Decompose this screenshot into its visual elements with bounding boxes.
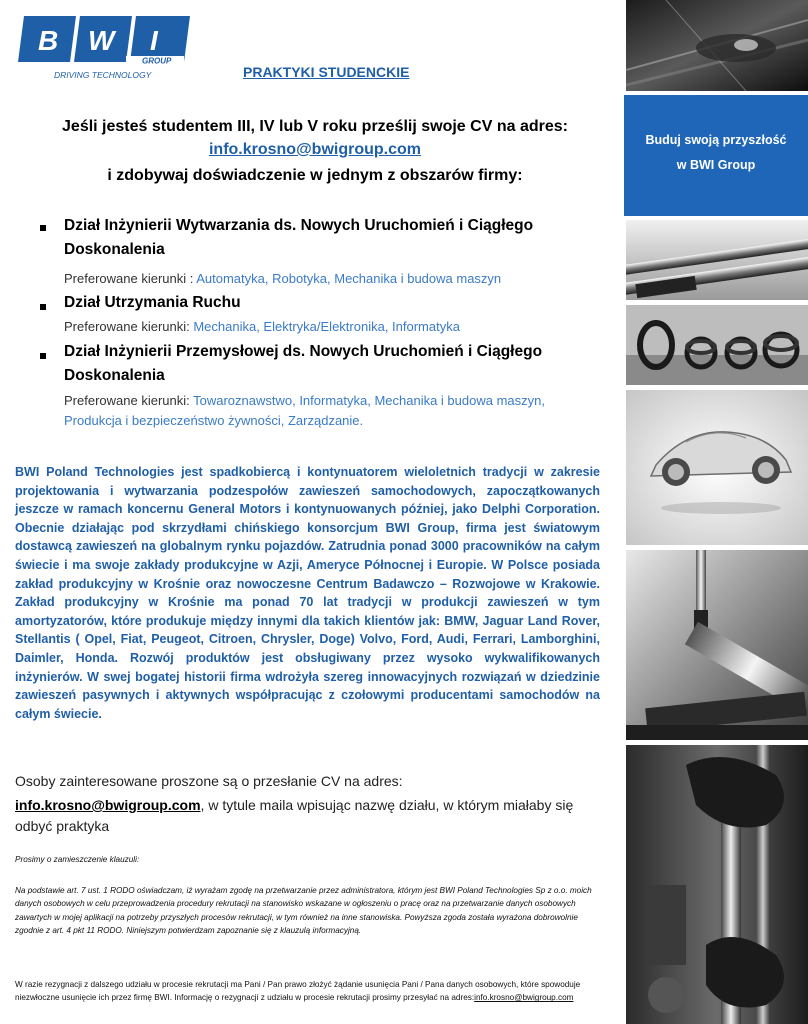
department-name: Dział Inżynierii Przemysłowej ds. Nowych Uruchomień i Ciągłego Doskonalenia (64, 343, 543, 384)
department-name: Dział Utrzymania Ruchu (64, 294, 241, 311)
clause-text: Na podstawie art. 7 ust. 1 RODO oświadczam, iż wyrażam zgodę na przetwarzanie przez administratora, którym jest BWI Poland Technologies Sp z o.o. moich danych osobowych w celu przeprowadzenia procedury rekrutacji na stanowisko wskazane w ogłoszeniu o pracę oraz na przetwarzanie danych osobowych zawartych w mojej aplikacji na potrzeby przyszłych procesów rekrutacji, w tym również na inne stanowiska. Powyższa zgoda została wyrażona dobrowolnie zgodnie z art. 4 pkt 11 RODO. Niniejszym potwierdzam zapoznanie się z klauzulą informacyjną. (15, 886, 592, 936)
department-preferences (64, 317, 584, 337)
car-motion-photo (626, 0, 808, 91)
preferences-directions: Mechanika, Elektryka/Elektronika, Informatyka (193, 319, 460, 334)
contact-line-2 (15, 795, 605, 837)
department-name: Dział Inżynierii Wytwarzania ds. Nowych Uruchomień i Ciągłego Doskonalenia (64, 217, 534, 258)
lead-line-1: Jeśli jesteś studentem III, IV lub V roku prześlij swoje CV na adres: (62, 118, 568, 135)
bullet-icon (40, 304, 46, 310)
slogan-line-1: Buduj swoją przyszłość (645, 133, 787, 147)
contact-line-1: Osoby zainteresowane proszone są o przesłanie CV na adres: (15, 773, 403, 789)
sidebar (622, 0, 808, 1024)
shock-absorbers-photo (626, 220, 808, 300)
slogan-line-2: w BWI Group (676, 158, 756, 172)
contact-email-link[interactable]: info.krosno@bwigroup.com (15, 797, 201, 813)
logo-letter-b: B (38, 25, 59, 56)
company-description: BWI Poland Technologies jest spadkobiercą i kontynuatorem wieloletnich tradycji w zakresie projektowania i wytwarzania podzespołów zawieszeń samochodowych, zapoczątkowanych jeszcze w ramach koncernu General Motors i kontynuowanych później, jako Delphi Corporation. Obecnie działając pod skrzydłami chińskiego konsorcjum BWI Group, firma jest światowym dostawcą zawieszeń na globalnym rynku pojazdów. Zatrudnia ponad 3000 pracowników na całym świecie i ma swoje zakłady produkcyjne w Azji, Ameryce Północnej i Europie. W Polsce posiada zakład produkcyjny w Krośnie oraz nowoczesne Centrum Badawczo – Rozwojowe w Krakowie. Zakład produkcyjny w Krośnie ma ponad 70 lat tradycji w produkcji zawieszeń w tym amortyzatorów, które produkuje między innymi dla takich klientów jak: BMW, Jaguar Land Rover, Stellantis ( Opel, Fiat, Peugeot, Citroen, Chrysler, Doge) Volvo, Ford, Audi, Ferrari, Lamborghini, Daimler, Honda. Rozwój produktów jest obsługiwany przez wysoko wykwalifikowanych inżynierów. W swej bogatej historii firma wdrożyła szereg innowacyjnych rozwiązań w dziedzinie zawieszeń pasywnych i aktywnych współpracując z czołowymi producentami samochodów na całym świecie. (15, 465, 600, 721)
contact-paragraph (15, 771, 605, 837)
logo-group: GROUP (142, 56, 172, 66)
bullet-icon (40, 225, 46, 231)
preferences-label: Preferowane kierunki: (64, 319, 194, 334)
bullet-icon (40, 353, 46, 359)
withdrawal-text: W razie rezygnacji z dalszego udziału w procesie rekrutacji ma Pani / Pan prawo złożyć żądanie usunięcia Pani / Pana danych osobowych, które spowoduje niezwłoczne usunięcie ich przez firmę BWI. Informację o rezygnacji z udziału w procesie rekrutacji prosimy przesyłać na adres: (15, 980, 581, 1003)
clause-heading: Prosimy o zamieszczenie klauzuli: (15, 855, 140, 864)
withdrawal-notice (15, 978, 605, 1005)
logo-tagline: DRIVING TECHNOLOGY (54, 70, 152, 80)
bwi-group-logo (14, 12, 194, 82)
department-preferences (64, 391, 584, 431)
car-model-photo (626, 390, 808, 545)
withdrawal-email-link[interactable]: info.krosno@bwigroup.com (474, 993, 574, 1003)
contact-rest: , w tytule maila wpisując nazwę działu, w którym miałaby się odbyć praktyka (15, 797, 574, 834)
logo-letter-w: W (88, 25, 115, 56)
preferences-directions: Automatyka, Robotyka, Mechanika i budowa maszyn (196, 271, 502, 286)
slogan-box (624, 95, 808, 216)
page-title: PRAKTYKI STUDENCKIE (243, 64, 410, 80)
logo-letter-i: I (150, 25, 158, 56)
preferences-label: Preferowane kierunki: (64, 393, 194, 408)
lead-line-3: i zdobywaj doświadczenie w jednym z obszarów firmy: (107, 167, 523, 184)
testing-rig-photo (626, 550, 808, 740)
lead-email-link[interactable]: info.krosno@bwigroup.com (208, 141, 422, 158)
department-preferences (64, 269, 584, 289)
springs-photo (626, 305, 808, 385)
preferences-label: Preferowane kierunki : (64, 271, 197, 286)
preferences-directions: Towaroznawstwo, Informatyka, Mechanika i budowa maszyn, Produkcja i bezpieczeństwo żywności, Zarządzanie. (64, 393, 545, 428)
workshop-photo (626, 745, 808, 1024)
